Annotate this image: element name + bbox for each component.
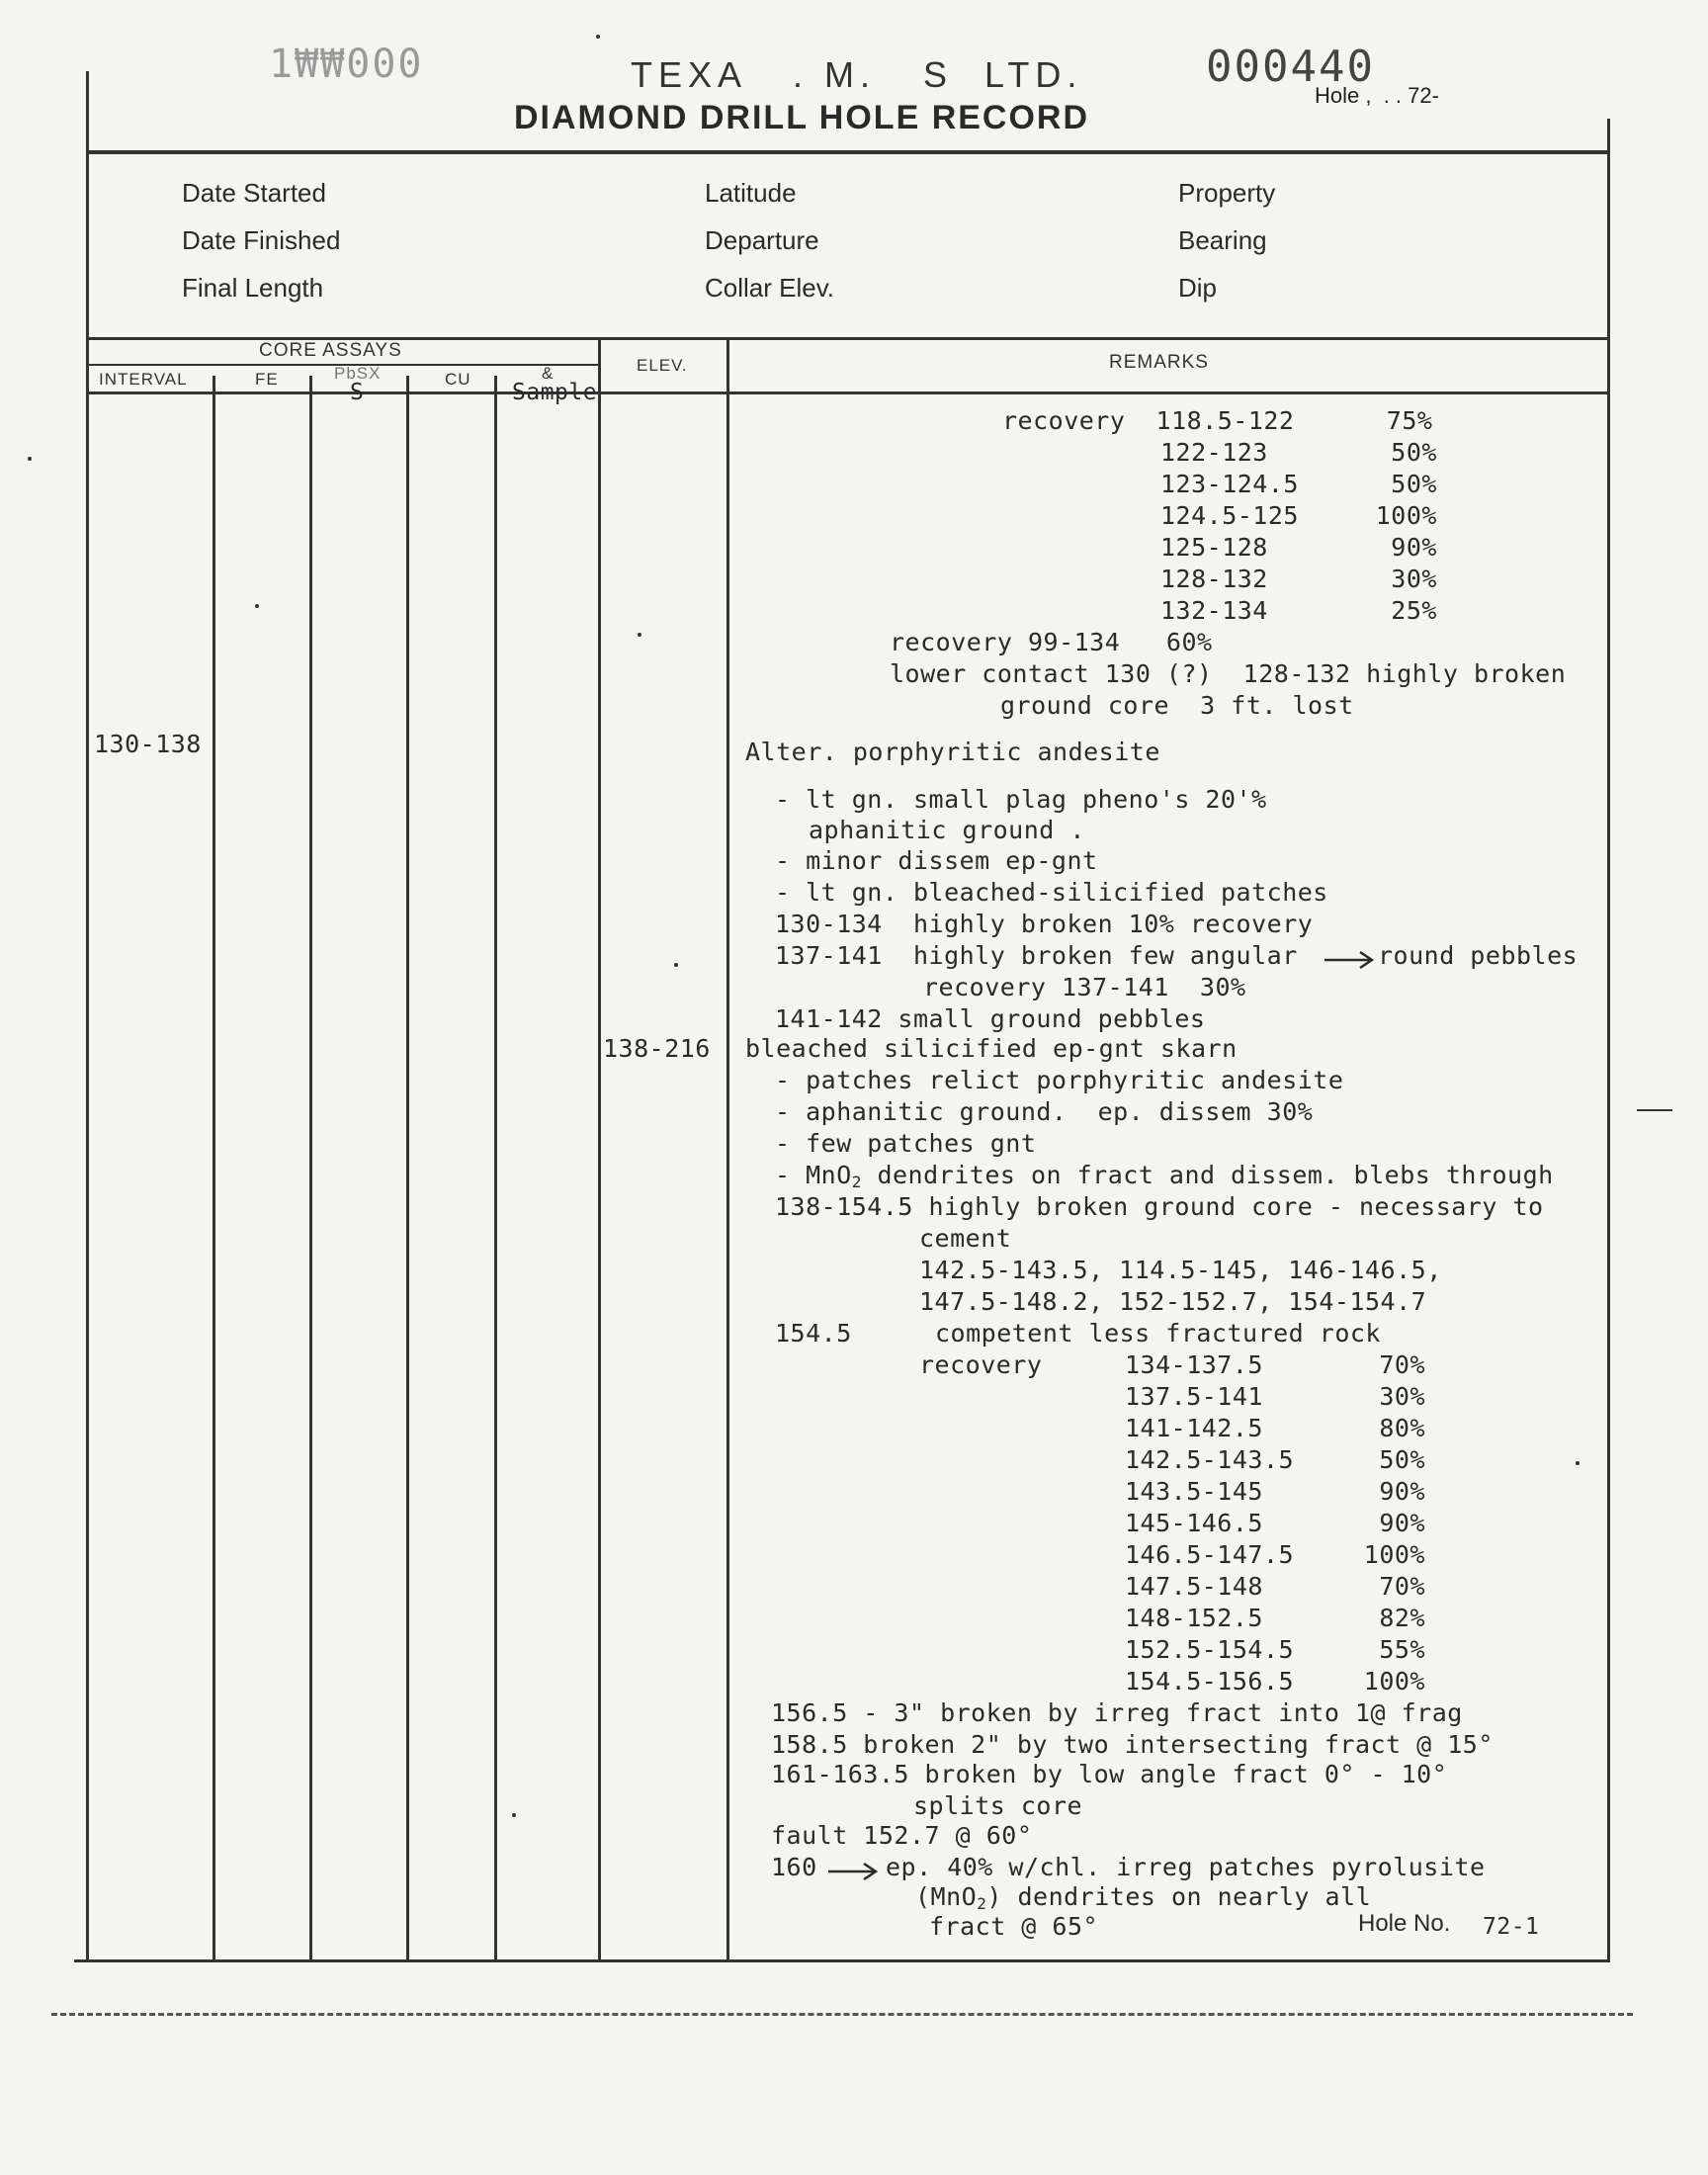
remark-line: - minor dissem ep-gnt (775, 846, 1098, 875)
remark-line: aphanitic ground . (809, 816, 1085, 844)
remark-line: 123-124.5 50% (1160, 470, 1437, 498)
recovery-range: 148-152.5 (1125, 1604, 1263, 1632)
interval-entry: 130-138 (94, 730, 202, 758)
elev-header: ELEV. (637, 356, 688, 375)
remark-line: 125-128 90% (1160, 533, 1437, 562)
remark-line: cement (919, 1224, 1012, 1253)
remark-line: 137-141 highly broken few angular (775, 941, 1298, 970)
bearing-label: Bearing (1178, 225, 1267, 255)
recovery-range: 141-142.5 (1125, 1414, 1263, 1442)
remark-line: 124.5-125 100% (1160, 501, 1437, 530)
remark-line: round pebbles (1378, 941, 1579, 970)
remark-line: bleached silicified ep-gnt skarn (745, 1034, 1238, 1063)
stamp-left: 1₩₩000 (269, 42, 424, 87)
remark-line: ground core 3 ft. lost (1000, 691, 1354, 720)
col-divider-4 (494, 376, 497, 1961)
remark-line: 141-142 small ground pebbles (775, 1004, 1206, 1033)
recovery-percent: 30% (1379, 1382, 1425, 1411)
remark-line: - lt gn. bleached-silicified patches (775, 878, 1328, 907)
arrow-right-icon (1323, 947, 1378, 973)
remark-line: recovery 118.5-122 75% (1002, 406, 1433, 435)
remark-line: - patches relict porphyritic andesite (775, 1066, 1344, 1094)
property-label: Property (1178, 178, 1276, 208)
remark-line: - MnO$_2$ dendrites on fract and dissem. blebs through (775, 1161, 1554, 1191)
elev-entry: 138-216 (603, 1034, 711, 1063)
recovery-percent: 90% (1379, 1477, 1425, 1506)
arrow-right-icon (826, 1859, 882, 1884)
colhdr-rule (86, 392, 1610, 394)
remark-line: - aphanitic ground. ep. dissem 30% (775, 1097, 1314, 1126)
core-assays-header: CORE ASSAYS (259, 340, 402, 361)
recovery-percent: 100% (1363, 1540, 1425, 1569)
hole-no-value: 72-1 (1483, 1914, 1540, 1940)
recovery-percent: 55% (1379, 1635, 1425, 1664)
date-finished-label: Date Finished (182, 225, 341, 255)
departure-label: Departure (705, 225, 819, 255)
remark-line: 160 (771, 1853, 817, 1881)
remark-line: (MnO$_2$) dendrites on nearly all (915, 1882, 1372, 1913)
recovery-range: 145-146.5 (1125, 1509, 1263, 1537)
remark-line: 154.5 (775, 1319, 852, 1348)
interval-header: INTERVAL (99, 370, 188, 389)
remarks-header: REMARKS (1109, 352, 1209, 373)
remark-line: 132-134 25% (1160, 596, 1437, 625)
remark-line: 122-123 50% (1160, 438, 1437, 467)
frame-right (1607, 119, 1610, 1961)
hole-no-label: Hole No. (1358, 1910, 1451, 1937)
recovery-percent: 82% (1379, 1604, 1425, 1632)
recovery-range: 134-137.5 (1125, 1350, 1263, 1379)
date-started-label: Date Started (182, 178, 326, 208)
remark-line: Alter. porphyritic andesite (745, 738, 1160, 766)
remark-line: competent less fractured rock (935, 1319, 1381, 1348)
stamp-number: 000440 (1206, 42, 1375, 92)
scan-speck (674, 963, 678, 967)
company-name: TEXA . M. S LTD. (631, 54, 1083, 95)
hole-label: Hole , . . 72- (1315, 83, 1439, 108)
col-divider-1 (213, 376, 215, 1961)
remark-line: lower contact 130 (?) 128-132 highly broken (890, 659, 1567, 688)
s-header: S (350, 380, 365, 405)
margin-mark (1637, 1109, 1672, 1111)
scan-speck (512, 1813, 516, 1817)
remark-line: 147.5-148.2, 152-152.7, 154-154.7 (919, 1287, 1427, 1316)
scan-speck (1576, 1461, 1580, 1465)
latitude-label: Latitude (705, 178, 797, 208)
col-divider-2 (309, 376, 312, 1961)
fe-header: FE (255, 370, 279, 389)
remark-line: 130-134 highly broken 10% recovery (775, 910, 1314, 938)
remark-line: fault 152.7 @ 60° (771, 1821, 1033, 1850)
cut-line (51, 2013, 1633, 2016)
scan-speck (638, 633, 641, 637)
recovery-percent: 80% (1379, 1414, 1425, 1442)
recovery-percent: 100% (1363, 1667, 1425, 1696)
sample-header: Sample (512, 380, 598, 405)
remark-line: ep. 40% w/chl. irreg patches pyrolusite (886, 1853, 1486, 1881)
col-divider-3 (406, 376, 409, 1961)
recovery-percent: 50% (1379, 1445, 1425, 1474)
recovery-range: 146.5-147.5 (1125, 1540, 1295, 1569)
recovery-range: 137.5-141 (1125, 1382, 1263, 1411)
remark-line: 128-132 30% (1160, 565, 1437, 593)
remark-line: 138-154.5 highly broken ground core - necessary to (775, 1192, 1544, 1221)
collar-elev-label: Collar Elev. (705, 273, 835, 303)
recovery-percent: 70% (1379, 1350, 1425, 1379)
remark-line: - few patches gnt (775, 1129, 1037, 1158)
scan-speck (28, 457, 32, 461)
pb-header: PbSX (334, 364, 382, 383)
page-title: DIAMOND DRILL HOLE RECORD (514, 99, 1090, 136)
scan-speck (596, 35, 600, 39)
frame-bottom (74, 1959, 1610, 1962)
remark-line: 161-163.5 broken by low angle fract 0° - 10° (771, 1760, 1448, 1788)
remark-line: recovery 137-141 30% (923, 973, 1246, 1001)
recovery-range: 147.5-148 (1125, 1572, 1263, 1601)
recovery-range: 142.5-143.5 (1125, 1445, 1295, 1474)
scan-speck (255, 604, 259, 608)
remark-line: 142.5-143.5, 114.5-145, 146-146.5, (919, 1256, 1442, 1284)
recovery-range: 152.5-154.5 (1125, 1635, 1295, 1664)
recovery-percent: 70% (1379, 1572, 1425, 1601)
final-length-label: Final Length (182, 273, 324, 303)
header-rule (86, 150, 1610, 154)
remark-line: recovery 99-134 60% (890, 628, 1213, 656)
remark-line: splits core (913, 1791, 1083, 1820)
dip-label: Dip (1178, 273, 1218, 303)
remark-line: 158.5 broken 2" by two intersecting fract @ 15° (771, 1730, 1494, 1759)
remark-line: fract @ 65° (929, 1912, 1099, 1941)
recovery-range: 143.5-145 (1125, 1477, 1263, 1506)
remark-line: 156.5 - 3" broken by irreg fract into 1@ frag (771, 1698, 1463, 1727)
col-divider-5 (598, 338, 601, 1961)
recovery-range: 154.5-156.5 (1125, 1667, 1295, 1696)
frame-left (86, 71, 89, 1961)
col-divider-6 (726, 338, 729, 1961)
recovery-percent: 90% (1379, 1509, 1425, 1537)
amp-header: & (542, 364, 555, 383)
cu-header: CU (445, 370, 471, 389)
remark-line: recovery (919, 1350, 1043, 1379)
remark-line: - lt gn. small plag pheno's 20'% (775, 785, 1267, 814)
